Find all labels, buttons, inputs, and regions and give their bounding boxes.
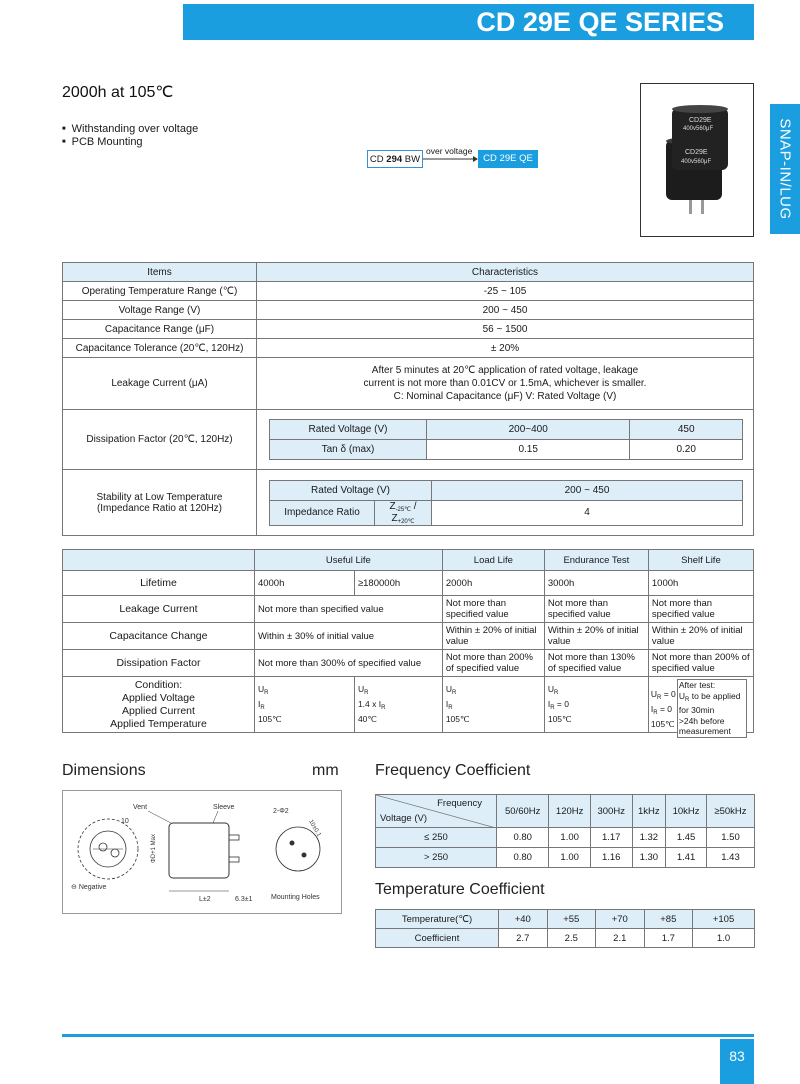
shelf-condition-col — [648, 677, 753, 736]
leak-value: Not more than specified value — [442, 596, 544, 623]
shelf-v: U — [650, 689, 658, 699]
spec-head-characteristics: Characteristics — [257, 263, 754, 282]
stab-v: 200 ~ 450 — [432, 480, 743, 500]
df-table — [269, 419, 743, 460]
dimensions-title: Dimensions — [62, 762, 146, 779]
freq-head-bottom: Voltage (V) — [380, 813, 427, 824]
condition-line: Applied Voltage — [121, 691, 195, 704]
freq-value: 1.30 — [632, 848, 666, 868]
cond-v: U — [547, 684, 554, 694]
freq-value: 0.80 — [497, 848, 549, 868]
stability-line: Stability at Low Temperature — [96, 491, 223, 503]
cond-i: I — [257, 699, 261, 709]
spec-row-value: ± 20% — [257, 339, 754, 358]
lifetime-value: 3000h — [544, 571, 648, 596]
leak-label: Leakage Current — [63, 596, 255, 623]
cap2-line2: 400v560μF — [681, 159, 712, 165]
spec-head-items: Items — [63, 263, 257, 282]
temp-col: +40 — [499, 910, 548, 929]
temp-col: +85 — [644, 910, 693, 929]
freq-value: 1.50 — [706, 828, 754, 848]
footer-divider — [62, 1034, 754, 1037]
df-life-label: Dissipation Factor — [63, 650, 255, 677]
leak-useful: Not more than specified value — [254, 596, 442, 623]
after-test-u: U — [678, 690, 686, 701]
life-head-blank — [63, 550, 255, 571]
freq-col: 1kHz — [632, 795, 666, 828]
freq-table — [375, 794, 755, 868]
dim-diameter: ΦD+1 Max — [151, 834, 157, 863]
upgrade-from-suffix: BW — [402, 154, 421, 165]
side-tab-label: SNAP-IN/LUG — [776, 118, 794, 220]
freq-title: Frequency Coefficient — [375, 762, 531, 779]
upgrade-arrow-icon — [423, 155, 478, 163]
upgrade-arrow-label: over voltage — [426, 146, 473, 156]
leak-value: Not more than specified value — [648, 596, 753, 623]
cap1-line1: CD29E — [689, 117, 712, 124]
dim-ten: 10±0.1 — [307, 819, 322, 838]
temp-value: 2.7 — [499, 929, 548, 948]
cond-is: R — [260, 705, 265, 711]
cap-value: Within ± 20% of initial value — [544, 623, 648, 650]
shelf-t: 105℃ — [650, 719, 675, 729]
life-head-shelf: Shelf Life — [648, 550, 753, 571]
freq-value: 1.17 — [590, 828, 632, 848]
temp-col: +70 — [596, 910, 645, 929]
after-test-line: for 30min — [678, 705, 715, 715]
life-head-load: Load Life — [442, 550, 544, 571]
condition-col — [354, 677, 442, 733]
shelf-cond — [651, 689, 676, 730]
cond-v: U — [257, 684, 265, 694]
leakage-text — [257, 358, 754, 410]
after-test-line: to be applied — [689, 690, 741, 701]
life-head-useful: Useful Life — [254, 550, 442, 571]
dim-lead: 6.3±1 — [235, 896, 253, 903]
dim-holes: Mounting Holes — [271, 894, 320, 901]
cond-v: U — [357, 684, 365, 694]
cond-vs: R — [451, 690, 457, 696]
dimensions-unit: mm — [312, 762, 339, 779]
cond-t: 105℃ — [547, 714, 572, 724]
temp-head: Temperature(℃) — [376, 910, 499, 929]
cap-label: Capacitance Change — [63, 623, 255, 650]
freq-col: 300Hz — [590, 795, 632, 828]
freq-col: 120Hz — [549, 795, 591, 828]
df-tan-label: Tan δ (max) — [270, 440, 427, 460]
stab-rated-label: Rated Voltage (V) — [270, 480, 432, 500]
freq-value: 0.80 — [497, 828, 549, 848]
dim-pin: 2-Φ2 — [273, 808, 289, 815]
df-label: Dissipation Factor (20℃, 120Hz) — [63, 410, 257, 470]
dimension-drawing — [62, 790, 342, 914]
condition-line: Applied Temperature — [110, 717, 207, 730]
freq-col: 10kHz — [666, 795, 707, 828]
df-value: Not more than 200% of specified value — [442, 650, 544, 677]
feature-item: ■ Withstanding over voltage — [62, 123, 198, 136]
stability-table — [269, 480, 743, 526]
cond-is: R — [381, 705, 386, 711]
spec-table — [62, 262, 754, 536]
cond-t: 40℃ — [357, 714, 377, 724]
condition-line: Condition: — [134, 678, 183, 691]
cond-vs: R — [553, 690, 559, 696]
after-test-line: >24h before — [678, 715, 725, 726]
cond-i: I — [445, 699, 449, 709]
cond-vs: R — [364, 690, 369, 696]
df-rated-label: Rated Voltage (V) — [270, 420, 427, 440]
side-tab — [770, 104, 800, 234]
lifetime-value: 1000h — [648, 571, 753, 596]
dim-neg-text: Negative — [78, 884, 107, 891]
cap-useful: Within ± 30% of initial value — [254, 623, 442, 650]
freq-row-label: > 250 — [376, 848, 497, 868]
dim-length: L±2 — [199, 896, 211, 903]
spec-row-value: 200 ~ 450 — [257, 301, 754, 320]
capacitor-image — [641, 84, 753, 236]
temp-value: 2.5 — [547, 929, 596, 948]
leakage-line: C: Nominal Capacitance (μF) V: Rated Voltage (V) — [393, 391, 617, 402]
freq-value: 1.16 — [590, 848, 632, 868]
dimension-diagram — [63, 791, 341, 913]
temp-row-label: Coefficient — [376, 929, 499, 948]
leakage-line: current is not more than 0.01CV or 1.5mA, whichever is smaller. — [363, 378, 647, 389]
cap1-line2: 400v560μF — [683, 126, 714, 132]
upgrade-from-prefix: CD — [369, 154, 387, 165]
condition-col — [254, 677, 354, 733]
after-test-us: R — [685, 696, 690, 703]
df-value: Not more than 130% of specified value — [544, 650, 648, 677]
spec-row-label: Operating Temperature Range (℃) — [63, 282, 257, 301]
upgrade-to-box: CD 29E QE — [478, 150, 538, 168]
condition-col — [544, 677, 648, 733]
dim-vent: Vent — [133, 804, 148, 811]
product-photo — [640, 83, 754, 237]
cond-t: 105℃ — [257, 714, 282, 724]
shelf-vs: R — [657, 695, 662, 701]
temp-value: 2.1 — [596, 929, 645, 948]
freq-value: 1.32 — [632, 828, 666, 848]
df-cell — [257, 410, 754, 470]
freq-value: 1.45 — [666, 828, 707, 848]
after-test-line: After test: — [678, 680, 716, 690]
leakage-line: After 5 minutes at 20℃ application of rated voltage, leakage — [371, 365, 639, 376]
stab-z: $Z_{-25℃} / Z_{+20℃}$ — [375, 500, 432, 525]
cond-is: R — [448, 705, 453, 711]
lifetime-value: 2000h — [442, 571, 544, 596]
upgrade-from-bold: 294 — [386, 154, 403, 165]
upgrade-from-box — [367, 150, 423, 168]
page-number: 83 — [720, 1039, 754, 1084]
shelf-i-extra: = 0 — [657, 704, 673, 714]
leak-value: Not more than specified value — [544, 596, 648, 623]
temp-title: Temperature Coefficient — [375, 881, 545, 898]
after-test-note — [677, 679, 747, 738]
spec-row-label: Voltage Range (V) — [63, 301, 257, 320]
feature-item: ■ PCB Mounting — [62, 136, 198, 149]
cond-v: U — [445, 684, 452, 694]
cond-i-extra: = 0 — [554, 699, 569, 709]
temp-value: 1.7 — [644, 929, 693, 948]
stability-label — [63, 470, 257, 536]
z2-sub: +20℃ — [397, 518, 415, 525]
spec-row-label: Capacitance Range (μF) — [63, 320, 257, 339]
spec-row-value: 56 ~ 1500 — [257, 320, 754, 339]
freq-col: ≥50kHz — [706, 795, 754, 828]
freq-value: 1.41 — [666, 848, 707, 868]
after-test-line: measurement — [678, 726, 731, 736]
freq-head-top: Frequency — [437, 798, 482, 809]
temp-col: +105 — [693, 910, 755, 929]
temp-col: +55 — [547, 910, 596, 929]
cond-vs: R — [264, 690, 269, 696]
freq-row-label: ≤ 250 — [376, 828, 497, 848]
stab-val: 4 — [432, 500, 743, 525]
shelf-is: R — [653, 710, 658, 716]
df-v2: 450 — [630, 420, 743, 440]
condition-label — [63, 677, 255, 733]
dim-negative: ⊖ Negative — [71, 884, 107, 891]
z1-sub: -25℃ — [395, 506, 411, 513]
lifetime-value: 4000h — [254, 571, 354, 596]
dim-sleeve: Sleeve — [213, 804, 235, 811]
temp-value: 1.0 — [693, 929, 755, 948]
life-table — [62, 549, 754, 736]
z1: Z — [389, 500, 396, 512]
df-t1: 0.15 — [427, 440, 630, 460]
freq-value: 1.43 — [706, 848, 754, 868]
stability-cell — [257, 470, 754, 536]
cap-value: Within ± 20% of initial value — [442, 623, 544, 650]
df-v1: 200~400 — [427, 420, 630, 440]
z2: Z — [391, 512, 398, 524]
cap2-line1: CD29E — [685, 149, 708, 156]
lifetime-label: Lifetime — [63, 571, 255, 596]
spec-row-label: Capacitance Tolerance (20℃, 120Hz) — [63, 339, 257, 358]
stab-imp-label: Impedance Ratio — [270, 500, 375, 525]
df-useful: Not more than 300% of specified value — [254, 650, 442, 677]
df-value: Not more than 200% of specified value — [648, 650, 753, 677]
cond-i: I — [547, 699, 551, 709]
feature-list — [62, 123, 198, 149]
condition-line: Applied Current — [121, 704, 195, 717]
cond-t: 105℃ — [445, 714, 470, 724]
freq-col: 50/60Hz — [497, 795, 549, 828]
subtitle: 2000h at 105℃ — [62, 84, 174, 101]
freq-head-diag — [376, 795, 497, 828]
cond-i: 1.4 x I — [357, 699, 382, 709]
freq-value: 1.00 — [549, 848, 591, 868]
series-title: CD 29E QE SERIES — [183, 4, 754, 40]
lifetime-value: ≥180000h — [354, 571, 442, 596]
freq-value: 1.00 — [549, 828, 591, 848]
dim-ten-left: 10 — [121, 818, 129, 825]
df-t2: 0.20 — [630, 440, 743, 460]
temp-table — [375, 909, 755, 948]
cap-value: Within ± 20% of initial value — [648, 623, 753, 650]
shelf-v-extra: = 0 — [661, 689, 676, 699]
life-head-endurance: Endurance Test — [544, 550, 648, 571]
spec-row-value: -25 ~ 105 — [257, 282, 754, 301]
stability-line: (Impedance Ratio at 120Hz) — [96, 502, 223, 514]
condition-col — [442, 677, 544, 733]
shelf-i: I — [650, 704, 654, 714]
leakage-label: Leakage Current (μA) — [63, 358, 257, 410]
cond-is: R — [550, 705, 555, 711]
